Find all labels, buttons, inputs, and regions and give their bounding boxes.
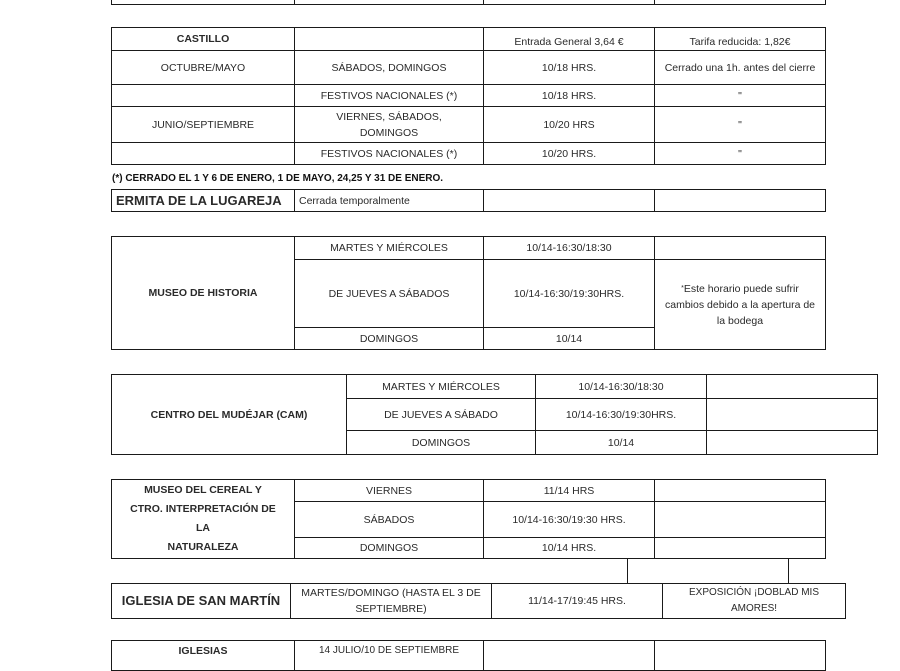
castillo-table [111,27,826,165]
hours: 10/18 HRS. [484,85,655,107]
schedule-note [655,260,826,350]
hours: 10/14 HRS. [484,538,655,559]
period [112,85,295,107]
period: 14 JULIO/10 DE SEPTIEMBRE [295,641,484,671]
days: DOMINGOS [347,431,536,455]
days: DOMINGOS [295,328,484,350]
days: DE JUEVES A SÁBADOS [295,260,484,328]
venue-name: IGLESIAS [112,641,295,671]
venue-name-line: MUSEO DEL CEREAL Y [144,484,262,496]
table-row [112,641,826,671]
cell [484,190,655,212]
top-partial-table [111,0,826,5]
hours: 11/14-17/19:45 HRS. [492,584,663,619]
hours: 10/14-16:30/18:30 [484,237,655,260]
table-row [112,584,846,619]
venue-name: ERMITA DE LA LUGAREJA [112,190,295,212]
cell [655,0,826,5]
days: VIERNES, SÁBADOS, DOMINGOS [295,107,484,143]
note: " [655,85,826,107]
table-row [112,143,826,165]
venue-name-line: CTRO. INTERPRETACIÓN DE LA [130,503,276,534]
days: SÁBADOS [295,502,484,538]
note: " [655,143,826,165]
iglesias-table [111,640,826,671]
cell [655,237,826,260]
table-row [112,375,878,399]
hours: 10/14 [484,328,655,350]
centro-mudejar-table [111,374,878,455]
status: Cerrada temporalmente [295,190,484,212]
note-text: Este horario puede sufrir cambios debido a la apertura de la bodega [665,282,816,327]
days: FESTIVOS NACIONALES (*) [295,85,484,107]
table-row [112,51,826,85]
period: JUNIO/SEPTIEMBRE [112,107,295,143]
days: MARTES Y MIÉRCOLES [347,375,536,399]
hours: 11/14 HRS [484,480,655,502]
note: " [655,107,826,143]
cell [707,431,878,455]
venue-name: MUSEO DE HISTORIA [112,237,295,350]
hours: 10/18 HRS. [484,51,655,85]
period: OCTUBRE/MAYO [112,51,295,85]
days: MARTES/DOMINGO (HASTA EL 3 DE SEPTIEMBRE) [291,584,492,619]
hours: 10/14-16:30/18:30 [536,375,707,399]
note: Cerrado una 1h. antes del cierre [655,51,826,85]
venue-name: CASTILLO [112,28,295,51]
price-reduced: Tarifa reducida: 1,82€ [655,28,826,51]
cell [655,480,826,502]
cell [295,28,484,51]
hours: 10/20 HRS. [484,143,655,165]
empty-cell [627,558,789,584]
cell [484,641,655,671]
museo-cereal-table [111,479,826,559]
note: EXPOSICIÓN ¡DOBLAD MIS AMORES! [663,584,846,619]
note-mark: * [681,284,684,292]
cell [707,375,878,399]
hours: 10/14-16:30/19:30HRS. [484,260,655,328]
ermita-table [111,189,826,212]
table-row [112,85,826,107]
hours: 10/14 [536,431,707,455]
cell [655,502,826,538]
cell [112,0,295,5]
days: DE JUEVES A SÁBADO [347,399,536,431]
table-row [112,480,826,502]
venue-name: IGLESIA DE SAN MARTÍN [112,584,291,619]
venue-name-line: NATURALEZA [167,541,239,553]
table-row [112,237,826,260]
venue-name [112,480,295,559]
hours: 10/14-16:30/19:30HRS. [536,399,707,431]
museo-historia-table [111,236,826,350]
period [112,143,295,165]
cell [295,0,484,5]
table-row [112,107,826,143]
cell [655,190,826,212]
hours: 10/14-16:30/19:30 HRS. [484,502,655,538]
castillo-footnote: (*) CERRADO EL 1 Y 6 DE ENERO, 1 DE MAYO, 24,25 Y 31 DE ENERO. [112,173,444,184]
cell [655,538,826,559]
days: MARTES Y MIÉRCOLES [295,237,484,260]
days: FESTIVOS NACIONALES (*) [295,143,484,165]
price-general: Entrada General 3,64 € [484,28,655,51]
days: DOMINGOS [295,538,484,559]
hours: 10/20 HRS [484,107,655,143]
cell [707,399,878,431]
days: VIERNES [295,480,484,502]
san-martin-table [111,583,846,619]
days: SÁBADOS, DOMINGOS [295,51,484,85]
venue-name: CENTRO DEL MUDÉJAR (CAM) [112,375,347,455]
cell [655,641,826,671]
cell [484,0,655,5]
